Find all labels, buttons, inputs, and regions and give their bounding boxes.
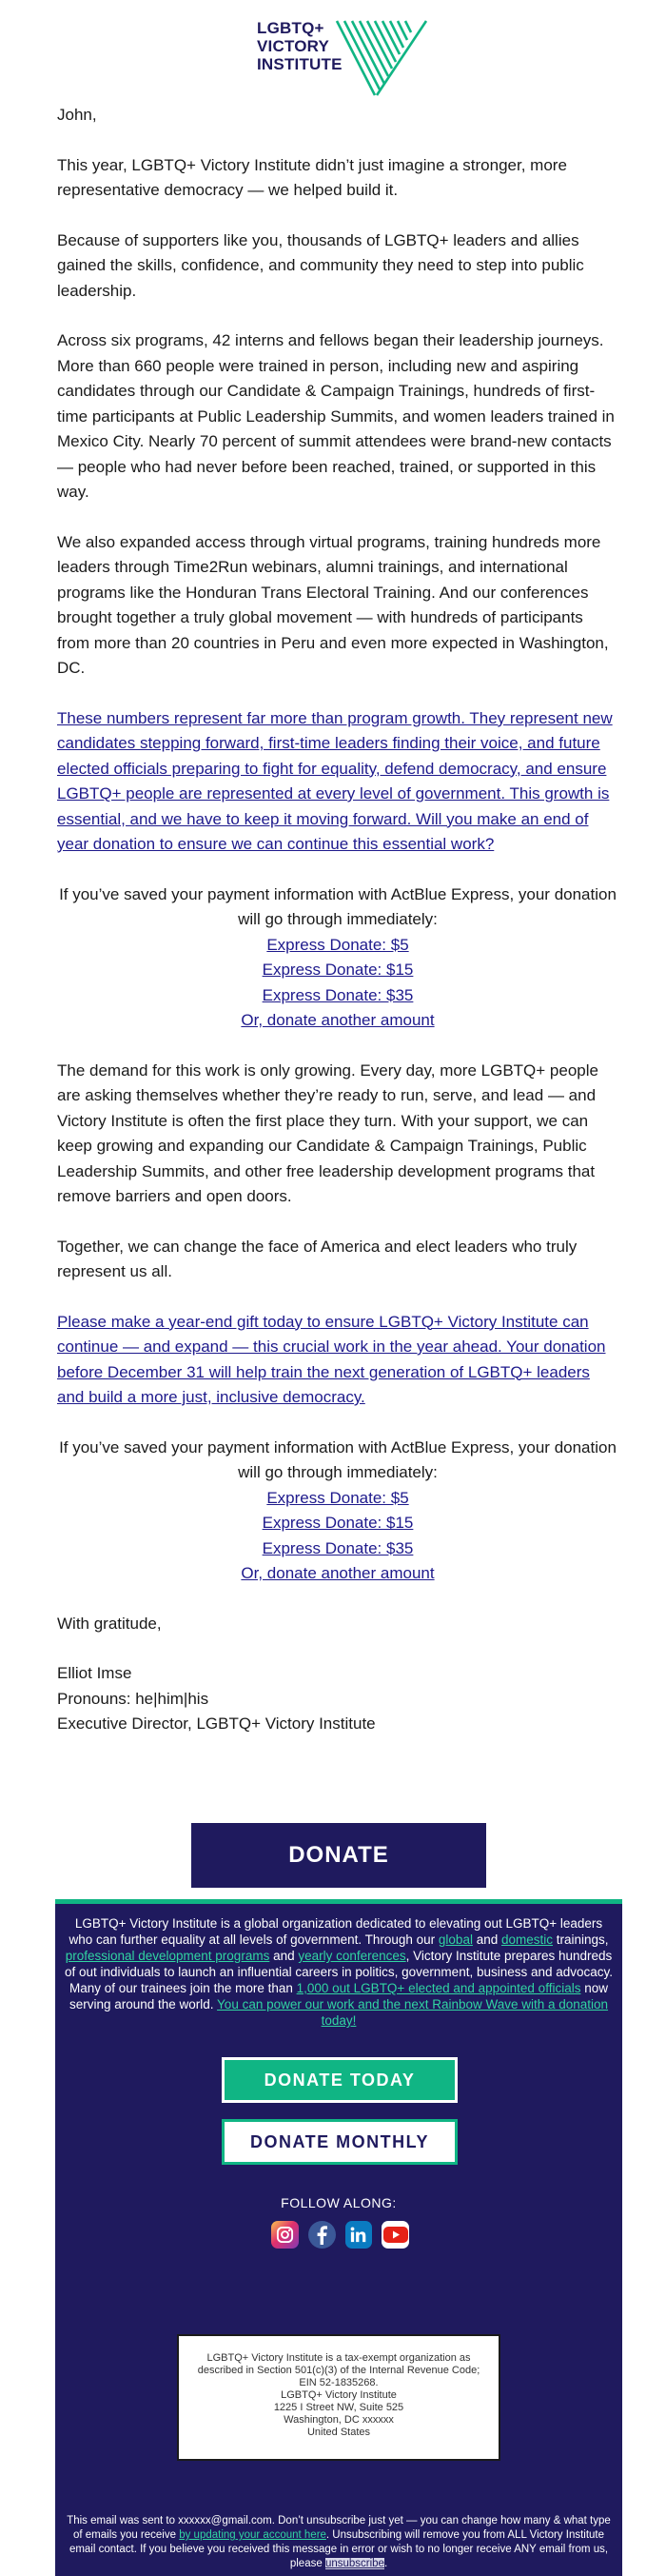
- legal-info-box: [177, 2334, 500, 2461]
- express-donate-block-2: [57, 1436, 618, 1587]
- express-donate-35-link[interactable]: Express Donate: $35: [262, 985, 414, 1004]
- unsub-text: .: [383, 2558, 388, 2569]
- donate-monthly-button[interactable]: DONATE MONTHLY: [222, 2119, 458, 2165]
- donate-other-amount-link[interactable]: Or, donate another amount: [241, 1011, 435, 1029]
- signature: [57, 1612, 618, 1737]
- paragraph-demand: The demand for this work is only growing. Every day, more LGBTQ+ people are asking themselves whether they’re ready to run, serve, and lead — and Victory Institute is often the first place they turn. With your support, we can keep growing and expanding our Candidate & Campaign Trainings, Public Leadership Summits, and other free leadership development programs that remove barriers and open doors.: [57, 1060, 598, 1205]
- footer-text: and: [472, 1932, 501, 1947]
- express-intro: If you’ve saved your payment information with ActBlue Express, your donation will go through immediately:: [59, 884, 617, 928]
- unsub-text: . Unsubscribing will remove you from ALL Victory Institute email contact. If you believe you received this message in error or wish to no longer receive ANY email from us, please: [69, 2529, 609, 2569]
- instagram-icon[interactable]: [271, 2221, 299, 2249]
- logo-wordmark: [257, 19, 343, 73]
- paragraph-programs: Across six programs, 42 interns and fellows began their leadership journeys. More than 660 people were trained in person, including new and aspiring candidates through our Candidate & Campaign Trainings, hundreds of first-time participants at Public Leadership Summits, and women leaders trained in Mexico City. Nearly 70 percent of summit attendees were brand-new contacts — people who had never before been reached, trained, or supported in this way.: [57, 331, 615, 501]
- unsubscribe-notice: [65, 2514, 613, 2571]
- appeal-paragraph-2: [57, 1310, 618, 1411]
- donate-today-button[interactable]: DONATE TODAY: [222, 2057, 458, 2103]
- greeting: John,: [57, 106, 97, 124]
- address-city: Washington, DC xxxxxx: [284, 2414, 394, 2426]
- letter-content: [57, 103, 618, 1737]
- appeal-link-2[interactable]: Please make a year-end gift today to ensure LGBTQ+ Victory Institute can continue — and expand — this crucial work in the year ahead. Your donation before December 31 will help train the next generation of LGBTQ+ leaders and build a more just, inclusive democracy.: [57, 1312, 606, 1406]
- express-donate-15-link[interactable]: Express Donate: $15: [262, 1514, 414, 1532]
- footer-description: [63, 1915, 615, 2029]
- victory-institute-logo: [257, 19, 438, 97]
- update-account-link[interactable]: by updating your account here: [179, 2529, 326, 2541]
- tax-exempt-notice: LGBTQ+ Victory Institute is a tax-exempt organization as described in Section 501(c)(3) of the Internal Revenue Code; EIN 52-1835268.: [197, 2352, 480, 2388]
- logo-line-3: INSTITUTE: [257, 55, 343, 73]
- professional-development-link[interactable]: professional development programs: [65, 1949, 270, 1963]
- domestic-link[interactable]: domestic: [500, 1932, 554, 1947]
- express-donate-5-link[interactable]: Express Donate: $5: [266, 1488, 409, 1507]
- victory-v-mark-icon: [335, 19, 428, 97]
- footer-text: , Victory Institute prepares hundreds of out individuals to launch an influential careers in politics, government, business and advocacy. Many of our trainees join the more than: [64, 1949, 614, 1995]
- power-our-work-link[interactable]: You can power our work and the next Rainbow Wave with a donation today!: [217, 1997, 609, 2028]
- global-link[interactable]: global: [438, 1932, 473, 1947]
- express-donate-15-link[interactable]: Express Donate: $15: [262, 961, 414, 979]
- address-street: 1225 I Street NW, Suite 525: [273, 2402, 404, 2413]
- footer-text: and: [269, 1949, 299, 1963]
- express-donate-5-link[interactable]: Express Donate: $5: [266, 935, 409, 954]
- elected-officials-link[interactable]: 1,000 out LGBTQ+ elected and appointed officials: [296, 1981, 581, 1995]
- donate-button[interactable]: DONATE: [191, 1823, 486, 1888]
- footer-text: trainings,: [553, 1932, 609, 1947]
- logo-line-2: VICTORY: [257, 37, 330, 55]
- express-donate-35-link[interactable]: Express Donate: $35: [262, 1538, 414, 1557]
- footer-text: LGBTQ+ Victory Institute is a global organization dedicated to elevating out LGBTQ+ leaders who can further equality at all levels of government. Through our: [69, 1916, 603, 1947]
- paragraph-together: Together, we can change the face of America and elect leaders who truly represent us all.: [57, 1237, 578, 1280]
- signer-name: Elliot Imse: [57, 1664, 132, 1682]
- org-name: LGBTQ+ Victory Institute: [281, 2389, 397, 2401]
- express-donate-block-1: [57, 882, 618, 1034]
- logo-line-1: LGBTQ+: [257, 19, 324, 37]
- footer-text: now serving around the world.: [69, 1981, 608, 2011]
- yearly-conferences-link[interactable]: yearly conferences: [298, 1949, 406, 1963]
- unsubscribe-link[interactable]: unsubscribe: [324, 2558, 384, 2569]
- unsub-text: This email was sent to xxxxxx@gmail.com. Don’t unsubscribe just yet — you can change how many & what type of emails you receive: [67, 2515, 611, 2541]
- paragraph-intro: This year, LGBTQ+ Victory Institute didn’t just imagine a stronger, more representative democracy — we helped build it.: [57, 155, 567, 199]
- linkedin-icon[interactable]: [345, 2221, 373, 2249]
- paragraph-virtual: We also expanded access through virtual programs, training hundreds more leaders through Time2Run webinars, alumni trainings, and international programs like the Honduran Trans Electoral Training. And our conferences brought together a truly global movement — with hundreds of participants from more than 20 countries in Peru and even more expected in Washington, DC.: [57, 532, 609, 677]
- address-country: United States: [306, 2427, 371, 2438]
- facebook-icon[interactable]: [308, 2221, 336, 2249]
- youtube-icon[interactable]: [382, 2221, 409, 2249]
- footer: [55, 1899, 622, 2576]
- signer-pronouns: Pronouns: he|him|his: [57, 1689, 209, 1708]
- appeal-link-1[interactable]: These numbers represent far more than program growth. They represent new candidates stepping forward, first-time leaders finding their voice, and future elected officials preparing to fight for equality, defend democracy, and ensure LGBTQ+ people are represented at every level of government. This growth is essential, and we have to keep it moving forward. Will you make an end of year donation to ensure we can continue this essential work?: [57, 708, 613, 853]
- closing: With gratitude,: [57, 1614, 162, 1633]
- signer-title: Executive Director, LGBTQ+ Victory Institute: [57, 1714, 376, 1733]
- appeal-paragraph-1: [57, 706, 618, 858]
- paragraph-supporters: Because of supporters like you, thousands of LGBTQ+ leaders and allies gained the skills, confidence, and community they need to step into public leadership.: [57, 230, 584, 300]
- follow-along-label: FOLLOW ALONG:: [281, 2195, 397, 2210]
- social-links: [271, 2221, 409, 2251]
- express-intro: If you’ve saved your payment information with ActBlue Express, your donation will go through immediately:: [59, 1437, 617, 1481]
- donate-other-amount-link[interactable]: Or, donate another amount: [241, 1564, 435, 1582]
